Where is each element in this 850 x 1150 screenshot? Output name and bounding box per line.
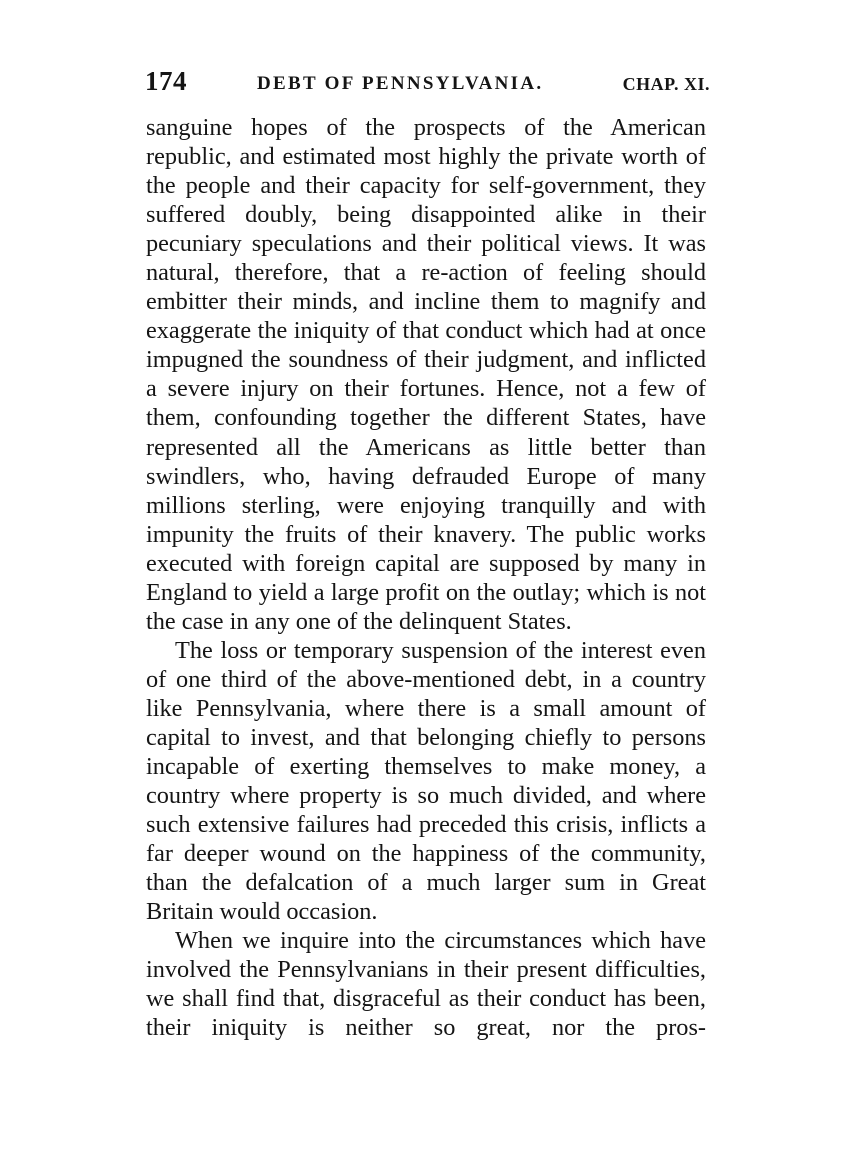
page-number: 174 [145,66,187,96]
running-title: DEBT OF PENNSYLVANIA. [257,73,544,94]
paragraph-circumstances: When we inquire into the circumstances which have involved the Pennsylvanians in their present difficulties, we shall find that, disgraceful as their conduct has been, their iniquity is neither so great, nor the pros- [146,927,706,1042]
paragraph-continued: sanguine hopes of the prospects of the American republic, and estimated most highly the private worth of the people and their capacity for self-government, they suffered doubly, being disappointed alike in their pecuniary speculations and their political views. It was natural, therefore, that a re-action of feeling should embitter their minds, and incline them to magnify and exaggerate the iniquity of that conduct which had at once impugned the soundness of their judgment, and inflicted a severe injury on their fortunes. Hence, not a few of them, confounding together the different States, have represented all the Americans as little better than swindlers, who, having defrauded Europe of many millions sterling, were enjoying tranquilly and with impunity the fruits of their knavery. The public works executed with foreign capital are supposed by many in England to yield a large profit on the outlay; which is not the case in any one of the delinquent States. [146,114,706,635]
body-text [146,113,706,1043]
running-head [145,66,710,106]
paragraph-interest-suspension: The loss or temporary suspension of the interest even of one third of the above-mentioned debt, in a country like Pennsylvania, where there is a small amount of capital to invest, and that belonging chiefly to persons incapable of exerting themselves to make money, a country where property is so much divided, and where such extensive failures had preceded this crisis, inflicts a far deeper wound on the happiness of the community, than the defalcation of a much larger sum in Great Britain would occasion. [146,636,706,926]
chapter-reference: CHAP. XI. [622,74,710,94]
